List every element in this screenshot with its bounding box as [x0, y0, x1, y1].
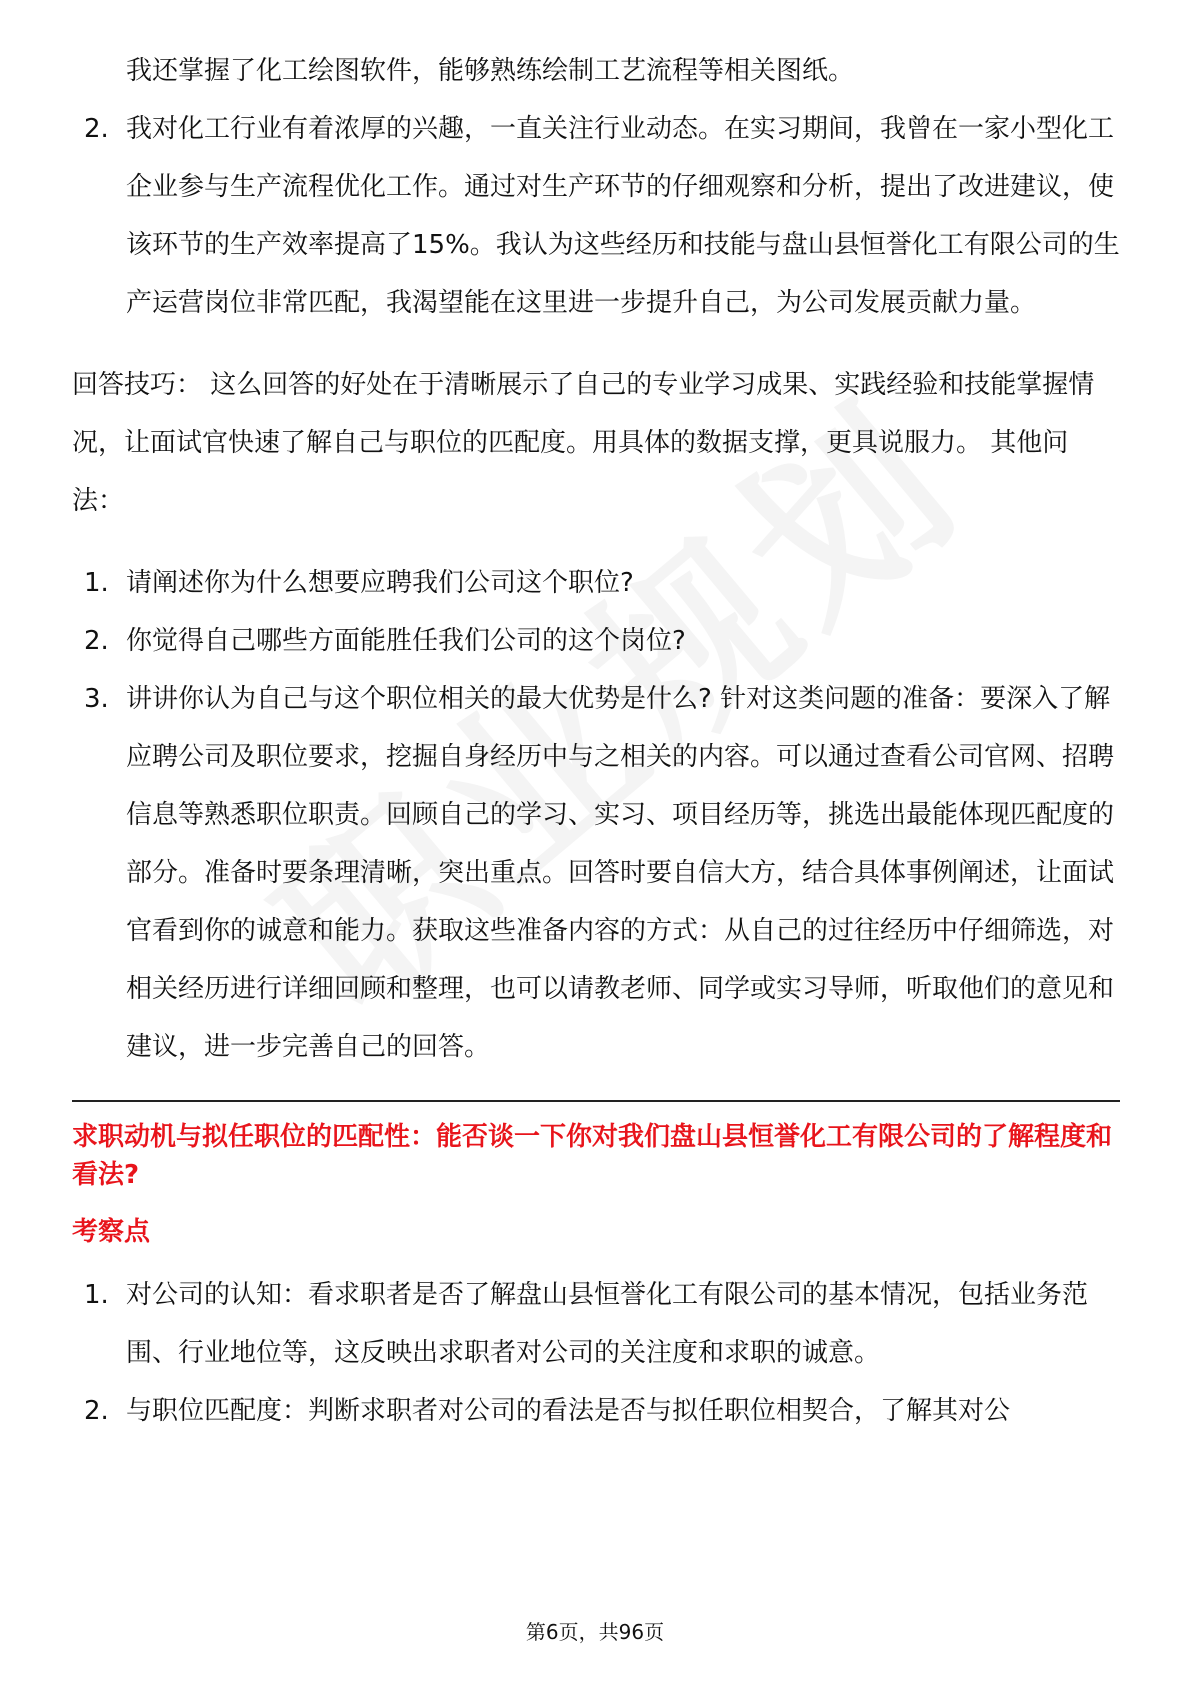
- list-item: [72, 1266, 1120, 1382]
- list-number: 2.: [84, 626, 109, 656]
- list-item: [72, 1382, 1120, 1440]
- list-number: 2.: [84, 1396, 109, 1426]
- list-number: 1.: [84, 1280, 109, 1310]
- list-number: 1.: [84, 568, 109, 598]
- list-item-continuation: 我还掌握了化工绘图软件，能够熟练绘制工艺流程等相关图纸。: [126, 56, 855, 86]
- list-item-text: 我对化工行业有着浓厚的兴趣，一直关注行业动态。在实习期间，我曾在一家小型化工企业参与生产流程优化工作。通过对生产环节的仔细观察和分析，提出了改进建议，使该环节的生产效率提高了15%。我认为这些经历和技能与盘山县恒誉化工有限公司的生产运营岗位非常匹配，我渴望能在这里进一步提升自己，为公司发展贡献力量。: [126, 114, 1120, 318]
- list-item: [72, 612, 1120, 670]
- list-item-text: 讲讲你认为自己与这个职位相关的最大优势是什么? 针对这类问题的准备：要深入了解应聘公司及职位要求，挖掘自身经历中与之相关的内容。可以通过查看公司官网、招聘信息等熟悉职位职责。回顾自己的学习、实习、项目经历等，挑选出最能体现匹配度的部分。准备时要条理清晰，突出重点。回答时要自信大方，结合具体事例阐述，让面试官看到你的诚意和能力。获取这些准备内容的方式：从自己的过往经历中仔细筛选，对相关经历进行详细回顾和整理，也可以请教老师、同学或实习导师，听取他们的意见和建议，进一步完善自己的回答。: [126, 684, 1115, 1062]
- list-number: 2.: [84, 114, 109, 144]
- assessment-heading: 考察点: [72, 1217, 151, 1247]
- list-item-text: 对公司的认知：看求职者是否了解盘山县恒誉化工有限公司的基本情况，包括业务范围、行业地位等，这反映出求职者对公司的关注度和求职的诚意。: [126, 1280, 1089, 1368]
- other-questions-list: [72, 554, 1120, 1076]
- list-item: [72, 554, 1120, 612]
- interview-question: [72, 1118, 1120, 1194]
- page-number: 第6页，共96页: [525, 1620, 665, 1644]
- intro-list: [72, 100, 1120, 332]
- section-divider: [72, 1100, 1120, 1102]
- list-item: [72, 670, 1120, 1076]
- page-content: [72, 42, 1120, 1440]
- list-number: 3.: [84, 684, 109, 714]
- question-prefix: 求职动机与拟任职位的匹配性：能否谈一下: [72, 1122, 567, 1152]
- answer-tips: 回答技巧： 这么回答的好处在于清晰展示了自己的专业学习成果、实践经验和技能掌握情况，让面试官快速了解自己与职位的匹配度。用具体的数据支撑，更具说服力。 其他问法：: [72, 370, 1095, 516]
- question-emphasis: 你对我们盘山县恒誉化工有限公司的了解程度和看法?: [72, 1122, 1113, 1190]
- list-item-text: 请阐述你为什么想要应聘我们公司这个职位?: [126, 568, 634, 598]
- assessment-list: [72, 1266, 1120, 1440]
- list-item: [72, 100, 1120, 332]
- list-item-text: 你觉得自己哪些方面能胜任我们公司的这个岗位?: [126, 626, 686, 656]
- list-item-text: 与职位匹配度：判断求职者对公司的看法是否与拟任职位相契合，了解其对公: [126, 1396, 1011, 1426]
